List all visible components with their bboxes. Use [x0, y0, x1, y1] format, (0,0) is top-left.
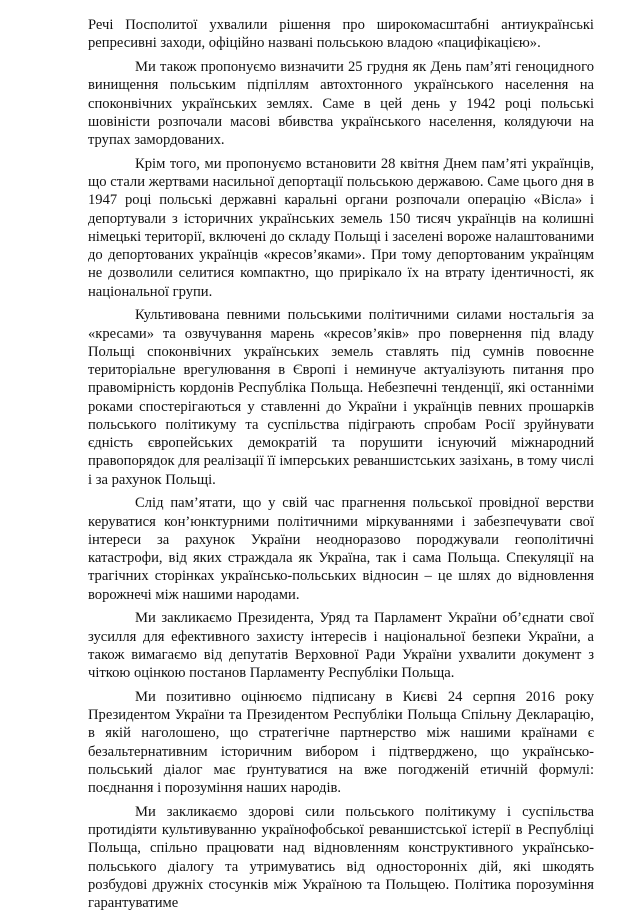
- paragraph-historical-warning: Слід пам’ятати, що у свій час прагнення польської провідної верстви керуватися кон’юнктурними політичними міркуваннями і забезпечувати свої інтереси за рахунок України неодноразово породжували геополітичні катастрофи, від яких страждала як Україна, так і сама Польща. Спекуляції на трагічних сторінках українсько-польських відносин – це шлях до відновлення ворожнечі між нашими народами.: [88, 495, 594, 603]
- paragraph-appeal-to-government: Ми закликаємо Президента, Уряд та Парламент України об’єднати свої зусилля для ефективного захисту інтересів і національної безпеки України, а також вимагаємо від депутатів Верховної Ради України ухвалити документ з чіткою оцінкою постанов Парламенту Республіки Польща.: [88, 610, 594, 681]
- paragraph-remembrance-day-december: Ми також пропонуємо визначити 25 грудня як День пам’яті геноцидного винищення польським підпіллям автохтонного українського населення на споконвічних українських землях. Саме в цей день у 1942 році польські шовіністи розпочали масові вбивства українського населення, колядуючи на трупах замордованих.: [88, 59, 594, 148]
- paragraph-continuation: Речі Посполитої ухвалили рішення про широкомасштабні антиукраїнські репресивні заходи, офіційно названі польською владою «пацифікацією».: [88, 17, 594, 52]
- paragraph-kresy-nostalgia: Культивована певними польськими політичними силами ностальгія за «кресами» та озвучування марень «кресов’яків» про повернення під владу Польщі споконвічних українських земель ставлять під сумнів повоєнне територіальне врегулювання в Європі і неминуче актуалізують питання про правомірність кордонів Республіка Польща. Небезпечні тенденції, які останніми роками спостерігаються у ставленні до України і українців певних прошарків польського політикуму та суспільства підіграють спробам Росії зруйнувати єдність європейських демократій та порушити існуючий міжнародний правопорядок для реалізації її імперських реваншистських зазіхань, в тому числі і за рахунок Польщі.: [88, 307, 594, 488]
- paragraph-remembrance-day-april: Крім того, ми пропонуємо встановити 28 квітня Днем пам’яті українців, що стали жертвами насильної депортації польською державою. Саме цього дня в 1947 році польські державні каральні органи розпочали операцію «Вісла» і депортували з історичних українських земель 150 тисяч українців на колишні німецькі території, включені до складу Польщі і заселені вороже налаштованими до депортованих українців «кресов’яками». При тому депортованим українцям не дозволили селитися компактно, що прирікало їх на втрату ідентичності, як національної групи.: [88, 155, 594, 300]
- document-body: [88, 16, 594, 912]
- paragraph-joint-declaration: Ми позитивно оцінюємо підписану в Києві 24 серпня 2016 року Президентом України та Президентом Республіки Польща Спільну Декларацію, в якій наголошено, що стратегічне партнерство між нашими країнами є безальтернативним історичним вибором і підтверджено, що українсько-польський діалог має ґрунтуватися на вже погодженій етичній формулі: поєднання і порозуміння наших народів.: [88, 688, 594, 796]
- paragraph-appeal-to-polish-society: Ми закликаємо здорові сили польського політикуму і суспільства протидіяти культивуванню українофобської реваншистської істерії в Республіці Польща, спільно працювати над відновленням конструктивного українсько-польського діалогу та утримуватись від односторонніх дій, які шкодять розбудові дружніх стосунків між Україною та Польщею. Політика порозуміння гарантуватиме: [88, 803, 594, 911]
